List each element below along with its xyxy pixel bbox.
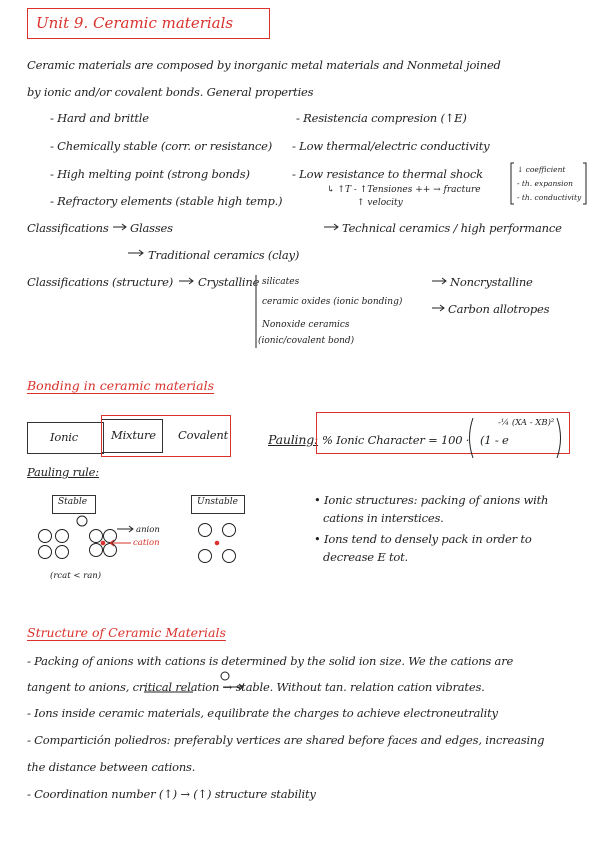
- bracket-line-2: - th. expansion: [517, 179, 573, 188]
- arrow-carbon: [432, 305, 444, 311]
- arrow-crystalline: [179, 278, 193, 284]
- class-crystalline: Crystalline: [198, 275, 260, 289]
- thermal-bracket-left: [511, 163, 514, 204]
- crystalline-item: Nonoxide ceramics: [262, 320, 350, 330]
- anion-circle: [56, 530, 69, 543]
- property-left: - High melting point (strong bonds): [50, 167, 250, 181]
- class-technical: Technical ceramics / high performance: [342, 221, 562, 235]
- note-marker: [221, 672, 229, 680]
- anion-circle: [90, 530, 103, 543]
- class-glasses: Glasses: [130, 221, 173, 235]
- formula-paren-left: [470, 418, 474, 458]
- property-right: - Low thermal/electric conductivity: [292, 139, 490, 153]
- anion-label: anion: [136, 525, 160, 535]
- bonding-heading: Bonding in ceramic materials: [27, 378, 215, 393]
- bullet-line: • Ions tend to densely pack in order to: [314, 532, 532, 546]
- thermal-shock-note-2: ↑ velocity: [357, 198, 403, 208]
- class-noncrystalline: Noncrystalline: [450, 275, 533, 289]
- anion-circle: [39, 530, 52, 543]
- radius-ratio: (rcat < ran): [50, 571, 102, 581]
- anion-circle: [90, 544, 103, 557]
- cation-dot: [101, 541, 105, 545]
- classifications-structure-label: Classifications (structure): [27, 275, 174, 289]
- cation-dot-unstable: [215, 541, 219, 545]
- anion-circle: [104, 544, 117, 557]
- bracket-line-3: - th. conductivity: [517, 193, 582, 202]
- pauling-rule-label: Pauling rule:: [27, 465, 99, 479]
- anion-circle: [223, 550, 236, 563]
- arrow-traditional: [128, 250, 143, 256]
- covalent-label: Covalent: [178, 428, 228, 442]
- stable-label: Stable: [58, 497, 88, 507]
- class-traditional: Traditional ceramics (clay): [148, 248, 300, 262]
- structure-line: - Ions inside ceramic materials, equilibrate the charges to achieve electroneutrality: [27, 706, 498, 720]
- formula-lhs: % Ionic Character = 100 ·: [322, 433, 470, 447]
- bullet-line: decrease E tot.: [323, 550, 409, 564]
- classifications-label: Classifications: [27, 221, 109, 235]
- unstable-label: Unstable: [197, 497, 238, 507]
- crystalline-item: (ionic/covalent bond): [258, 336, 355, 346]
- formula-paren: (1 - e: [480, 433, 509, 447]
- property-left: - Refractory elements (stable high temp.): [50, 194, 283, 208]
- structure-line: - Compartición poliedros: preferably vertices are shared before faces and edges, increasing: [27, 733, 545, 747]
- structure-line: tangent to anions, critical relation → stable. Without tan. relation cation vibrates.: [27, 680, 485, 694]
- bullet-line: • Ionic structures: packing of anions with: [314, 493, 549, 507]
- arrow-anion: [117, 526, 133, 532]
- structure-line: - Coordination number (↑) → (↑) structure stability: [27, 787, 316, 801]
- ionic-label: Ionic: [50, 430, 78, 444]
- anion-circle: [56, 546, 69, 559]
- formula-exponent: -¼ (XA - XB)²: [498, 418, 555, 428]
- thermal-bracket-right: [583, 163, 586, 204]
- crystalline-item: silicates: [262, 277, 300, 287]
- arrow-glasses: [113, 224, 126, 230]
- property-left: - Chemically stable (corr. or resistance): [50, 139, 272, 153]
- star-marker: [77, 516, 87, 526]
- mixture-label: Mixture: [111, 428, 156, 442]
- structure-line: the distance between cations.: [27, 760, 196, 774]
- arrow-cation: [110, 540, 131, 546]
- property-right: - Resistencia compresion (↑E): [296, 111, 467, 125]
- intro-line-2: by ionic and/or covalent bonds. General properties: [27, 85, 314, 99]
- formula-paren-right: [557, 418, 561, 458]
- crystalline-item: ceramic oxides (ionic bonding): [262, 297, 403, 307]
- class-carbon: Carbon allotropes: [448, 302, 550, 316]
- anion-circle: [104, 530, 117, 543]
- thermal-shock-note-1: ↳ ↑T - ↑Tensiones ++ → fracture: [327, 185, 481, 195]
- page-title: Unit 9. Ceramic materials: [36, 14, 234, 32]
- bracket-line-1: ↓ coefficient: [517, 165, 566, 174]
- property-right: - Low resistance to thermal shock: [292, 167, 483, 181]
- arrow-stable: [223, 684, 243, 690]
- cation-label: cation: [133, 538, 160, 548]
- structure-line: - Packing of anions with cations is determined by the solid ion size. We the cations are: [27, 654, 514, 668]
- anion-circle: [199, 550, 212, 563]
- bullet-line: cations in interstices.: [323, 511, 444, 525]
- arrow-noncrystalline: [432, 278, 446, 284]
- structure-heading: Structure of Ceramic Materials: [27, 625, 226, 640]
- property-left: - Hard and brittle: [50, 111, 149, 125]
- arrow-technical: [324, 224, 338, 230]
- pauling-label: Pauling:: [268, 432, 319, 447]
- anion-circle: [199, 524, 212, 537]
- intro-line-1: Ceramic materials are composed by inorganic metal materials and Nonmetal joined: [27, 58, 501, 72]
- anion-circle: [223, 524, 236, 537]
- anion-circle: [39, 546, 52, 559]
